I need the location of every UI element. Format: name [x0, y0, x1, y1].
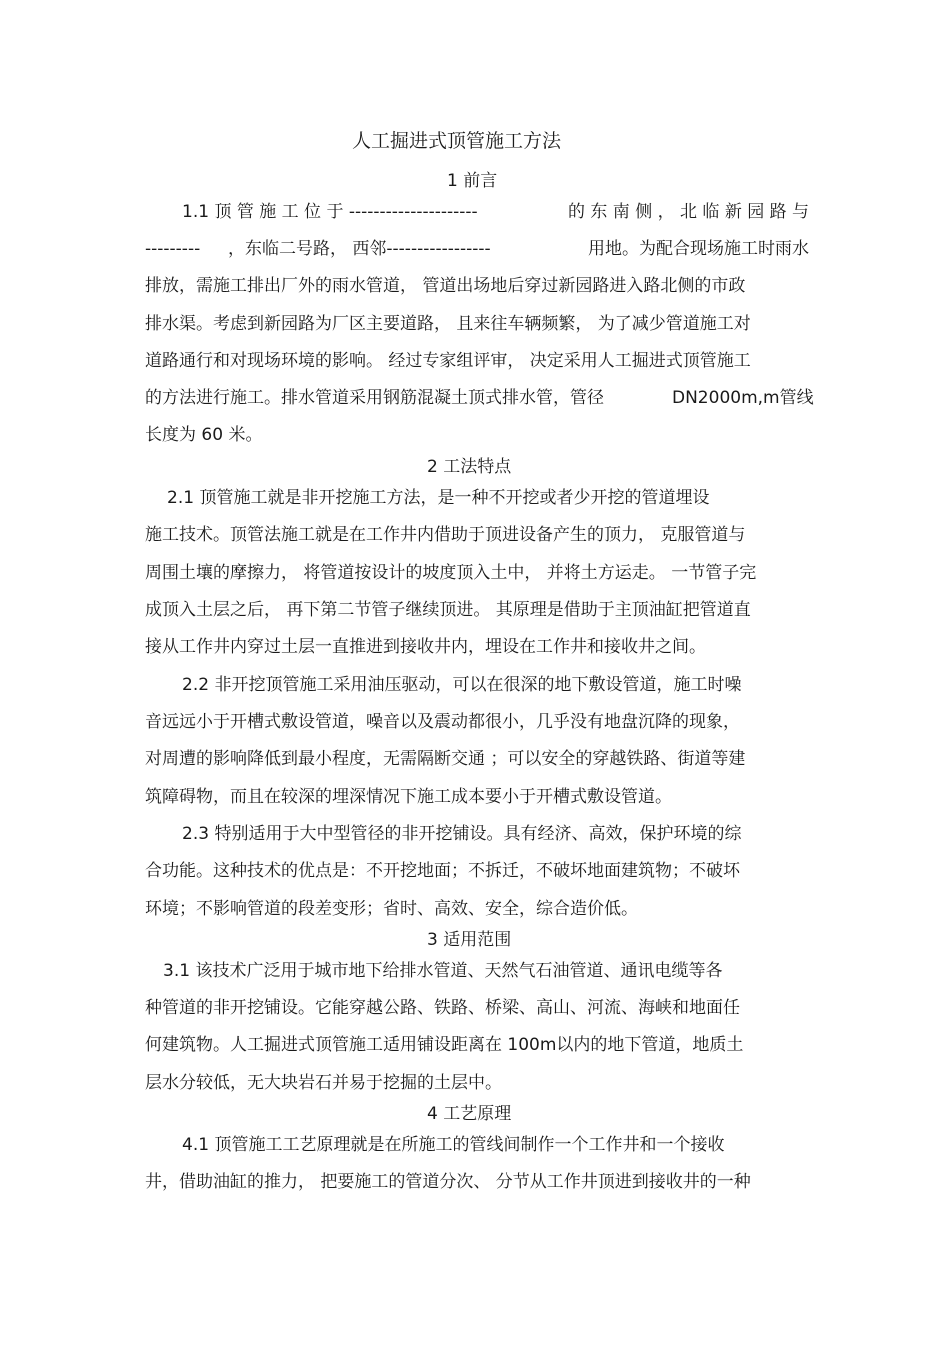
section-heading-4: 4 工艺原理: [427, 1104, 512, 1124]
paragraph-line: 环境；不影响管道的段差变形；省时、高效、安全，综合造价低。: [145, 899, 638, 919]
paragraph-line: 道路通行和对现场环境的影响。 经过专家组评审， 决定采用人工掘进式顶管施工: [145, 351, 751, 371]
paragraph-line: 的方法进行施工。排水管道采用钢筋混凝土顶式排水管，管径: [145, 388, 604, 408]
paragraph-line: 排放，需施工排出厂外的雨水管道， 管道出场地后穿过新园路进入路北侧的市政: [145, 276, 746, 296]
paragraph-line: 对周遭的影响降低到最小程度，无需隔断交通 ；可以安全的穿越铁路、街道等建: [145, 749, 746, 769]
section-heading-1: 1 前言: [447, 171, 498, 191]
paragraph-line: 周围土壤的摩擦力， 将管道按设计的坡度顶入土中， 并将土方运走。 一节管子完: [145, 563, 757, 583]
paragraph-line: 4.1 顶管施工工艺原理就是在所施工的管线间制作一个工作井和一个接收: [182, 1135, 725, 1155]
paragraph-line: 长度为 60 米。: [145, 425, 263, 445]
paragraph-line: 种管道的非开挖铺设。它能穿越公路、铁路、桥梁、高山、河流、海峡和地面任: [145, 998, 740, 1018]
paragraph-line: 1.1 顶 管 施 工 位 于 ---------------------: [182, 202, 478, 222]
paragraph-line: 的 东 南 侧 ， 北 临 新 园 路 与: [568, 202, 810, 222]
paragraph-line: 施工技术。顶管法施工就是在工作井内借助于顶进设备产生的顶力， 克服管道与: [145, 525, 746, 545]
paragraph-line: 排水渠。考虑到新园路为厂区主要道路， 且来往车辆频繁， 为了减少管道施工对: [145, 314, 751, 334]
paragraph-line: ，东临二号路， 西邻-----------------: [228, 239, 491, 259]
paragraph-line: DN2000m,m管线: [672, 388, 814, 408]
paragraph-line: 2.3 特别适用于大中型管径的非开挖铺设。具有经济、高效，保护环境的综: [182, 824, 742, 844]
paragraph-line: 用地。为配合现场施工时雨水: [588, 239, 809, 259]
paragraph-line: ---------: [145, 239, 201, 259]
section-heading-2: 2 工法特点: [427, 457, 512, 477]
paragraph-line: 音远远小于开槽式敷设管道，噪音以及震动都很小，几乎没有地盘沉降的现象，: [145, 712, 740, 732]
paragraph-line: 接从工作井内穿过土层一直推进到接收井内，埋设在工作井和接收井之间。: [145, 637, 706, 657]
paragraph-line: 2.2 非开挖顶管施工采用油压驱动，可以在很深的地下敷设管道，施工时噪: [182, 675, 742, 695]
section-heading-3: 3 适用范围: [427, 930, 512, 950]
paragraph-line: 合功能。这种技术的优点是：不开挖地面；不拆迁，不破坏地面建筑物；不破坏: [145, 861, 740, 881]
paragraph-line: 3.1 该技术广泛用于城市地下给排水管道、天然气石油管道、通讯电缆等各: [163, 961, 723, 981]
document-title: 人工掘进式顶管施工方法: [352, 130, 562, 152]
paragraph-line: 筑障碍物，而且在较深的埋深情况下施工成本要小于开槽式敷设管道。: [145, 787, 672, 807]
paragraph-line: 何建筑物。人工掘进式顶管施工适用铺设距离在 100m以内的地下管道，地质土: [145, 1035, 744, 1055]
paragraph-line: 井，借助油缸的推力， 把要施工的管道分次、 分节从工作井顶进到接收井的一种: [145, 1172, 751, 1192]
paragraph-line: 2.1 顶管施工就是非开挖施工方法，是一种不开挖或者少开挖的管道埋设: [167, 488, 710, 508]
paragraph-line: 层水分较低，无大块岩石并易于挖掘的土层中。: [145, 1073, 502, 1093]
paragraph-line: 成顶入土层之后， 再下第二节管子继续顶进。 其原理是借助于主顶油缸把管道直: [145, 600, 751, 620]
